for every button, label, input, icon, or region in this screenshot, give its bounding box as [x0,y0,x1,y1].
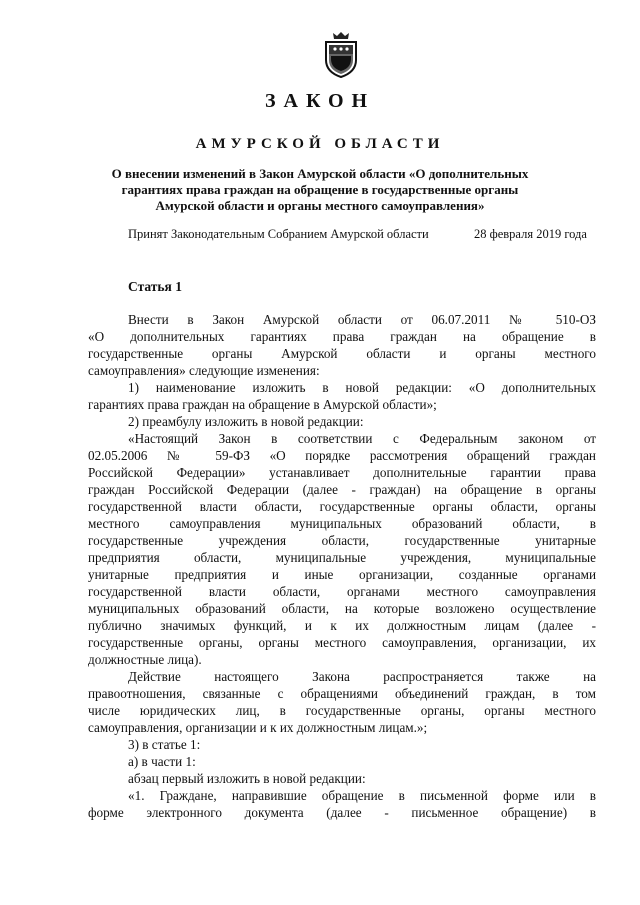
body-line: самоуправления» следующие изменения: [88,363,320,378]
body-line: государственной власти области, государственные органы области, органы [88,499,596,514]
adopted-date: 28 февраля 2019 года [474,227,587,241]
law-title [80,166,560,214]
body-line: «Настоящий Закон в соответствии с Федеральным законом от [128,431,596,446]
body-line: граждан Российской Федерации (далее - граждан) на обращение в органы [88,482,596,497]
body-line: Российской Федерации» устанавливает дополнительные гарантии права [88,465,596,480]
law-heading: ЗАКОН [264,90,376,112]
body-line: Внести в Закон Амурской области от 06.07.2011 № 510-ОЗ [128,312,596,327]
body-line: самоуправления, организации и к их должностным лицам.»; [88,720,428,735]
article-heading: Статья 1 [128,279,182,294]
body-line: муниципальных образований области, на которые возложено осуществление [88,601,596,616]
body-line: форме электронного документа (далее - письменное обращение) в [88,805,596,820]
body-line: 02.05.2006 № 59-ФЗ «О порядке рассмотрения обращений граждан [88,448,596,463]
law-title-line: Амурской области и органы местного самоуправления» [155,198,485,213]
body-line: «О дополнительных гарантиях права граждан на обращение в [88,329,596,344]
body-line: 2) преамбулу изложить в новой редакции: [128,414,364,429]
body-line: государственные учреждения области, государственные унитарные [88,533,596,548]
law-title-line: О внесении изменений в Закон Амурской области «О дополнительных [111,166,529,181]
body-line: государственные органы Амурской области и органы местного [88,346,596,361]
coat-of-arms-icon [322,30,360,78]
body-line: публично значимых функций, и к их должностным лицам (далее - [88,618,596,633]
body-line: предприятия области, муниципальные учреждения, муниципальные [88,550,596,565]
body-line: числе юридических лиц, в государственные органы, органы местного [88,703,596,718]
body-line: местного самоуправления муниципальных образований области, в [88,516,596,531]
body-line: абзац первый изложить в новой редакции: [128,771,366,786]
body-line: Действие настоящего Закона распространяется также на [128,669,596,684]
body-line: 3) в статье 1: [128,737,201,752]
body-line: «1. Граждане, направившие обращение в письменной форме или в [128,788,596,803]
body-line: государственной власти области, органами местного самоуправления [88,584,596,599]
body-line: государственные органы, органы местного самоуправления, организации, их [88,635,596,650]
body-line: должностные лица). [88,652,202,667]
law-title-line: гарантиях права граждан на обращение в государственные органы [121,182,519,197]
body-line: а) в части 1: [128,754,196,769]
body-line: правоотношения, связанные с обращениями объединений граждан, в том [88,686,596,701]
adopted-by: Принят Законодательным Собранием Амурской области [128,227,429,241]
body-line: унитарные предприятия и иные организации, созданные органами [88,567,596,582]
body-line: 1) наименование изложить в новой редакции: «О дополнительных [128,380,596,395]
body-line: гарантиях права граждан на обращение в Амурской области»; [88,397,437,412]
region-heading: АМУРСКОЙ ОБЛАСТИ [195,136,445,152]
